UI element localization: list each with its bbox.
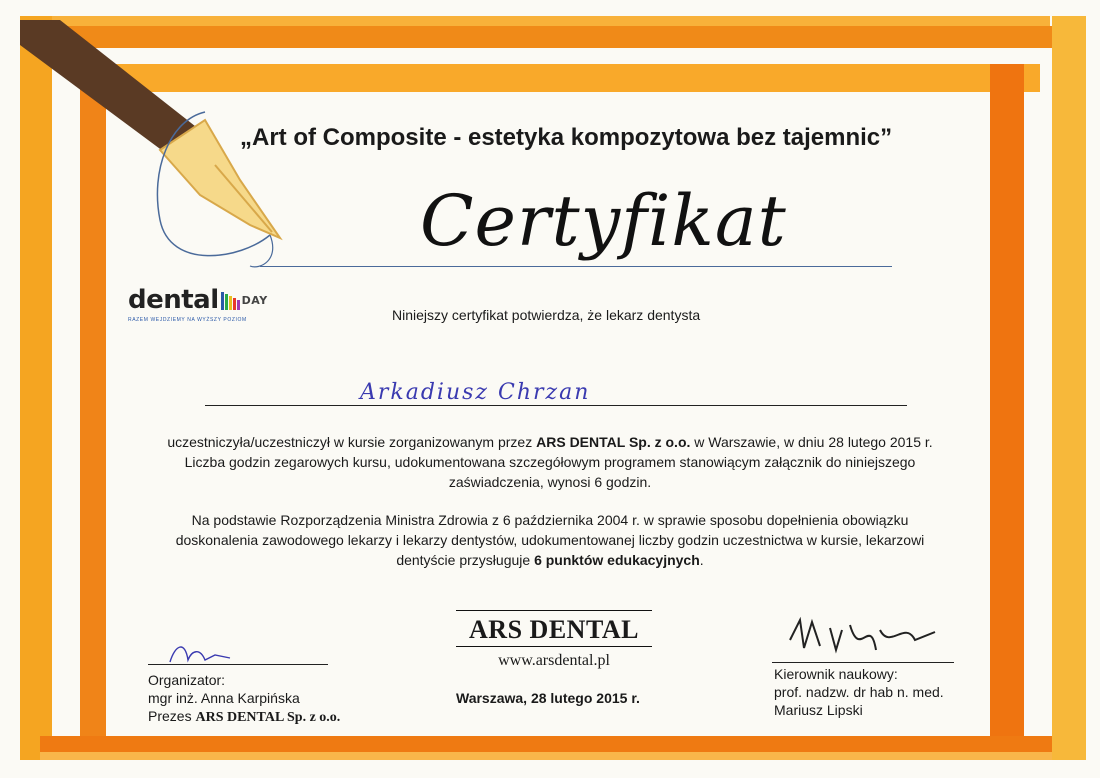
logo-tagline: RAZEM WEJDZIEMY NA WYŻSZY POZIOM [128, 317, 247, 323]
scientific-lead-block [774, 665, 944, 719]
stamp-url: www.arsdental.pl [498, 652, 610, 669]
participation-paragraph: uczestniczyła/uczestniczył w kursie zorganizowanym przez ARS DENTAL Sp. z o.o. w Warszawie, w dniu 28 lutego 2015 r. Liczba godzin zegarowych kursu, udokumentowana szczegółowym programem stanowiącym załącznik do niniejszego zaświadczenia, wynosi 6 godzin. [167, 434, 933, 490]
lead-name: Mariusz Lipski [774, 702, 863, 718]
course-title: „Art of Composite - estetyka kompozytowa bez tajemnic” [240, 124, 893, 151]
organizer-role: Prezes ARS DENTAL Sp. z o.o. [148, 708, 341, 725]
heading-underline [260, 266, 892, 267]
lead-title: prof. nadzw. dr hab n. med. [774, 684, 944, 700]
points-paragraph: Na podstawie Rozporządzenia Ministra Zdrowia z 6 października 2004 r. w sprawie sposobu dopełnienia obowiązku doskonalenia zawodowego lekarzy i lekarzy dentystów, udokumentowanej liczby godzin uczestnictwa w kursie, lekarzowi dentyście przysługuje 6 punktów edukacyjnych. [175, 512, 925, 568]
lead-label: Kierownik naukowy: [774, 666, 898, 682]
organizer-block [148, 671, 340, 727]
organizer-name: mgr inż. Anna Karpińska [148, 690, 300, 706]
logo-brand: dental [128, 285, 219, 315]
organizer-signature-line [148, 664, 328, 665]
certificate-heading: Certyfikat [420, 180, 787, 262]
intro-text: Niniejszy certyfikat potwierdza, że lekarz dentysta [392, 307, 701, 323]
dentalday-logo [128, 285, 268, 323]
place-date: Warszawa, 28 lutego 2015 r. [456, 690, 640, 706]
lead-signature-line [772, 662, 954, 663]
logo-bars-icon [221, 290, 240, 310]
organizer-label: Organizator: [148, 672, 226, 688]
recipient-name-line [205, 405, 907, 406]
ars-dental-stamp [456, 610, 652, 670]
logo-suffix: DAY [241, 293, 268, 307]
stamp-name: ARS DENTAL [469, 615, 639, 644]
recipient-name: Arkadiusz Chrzan [360, 380, 591, 405]
